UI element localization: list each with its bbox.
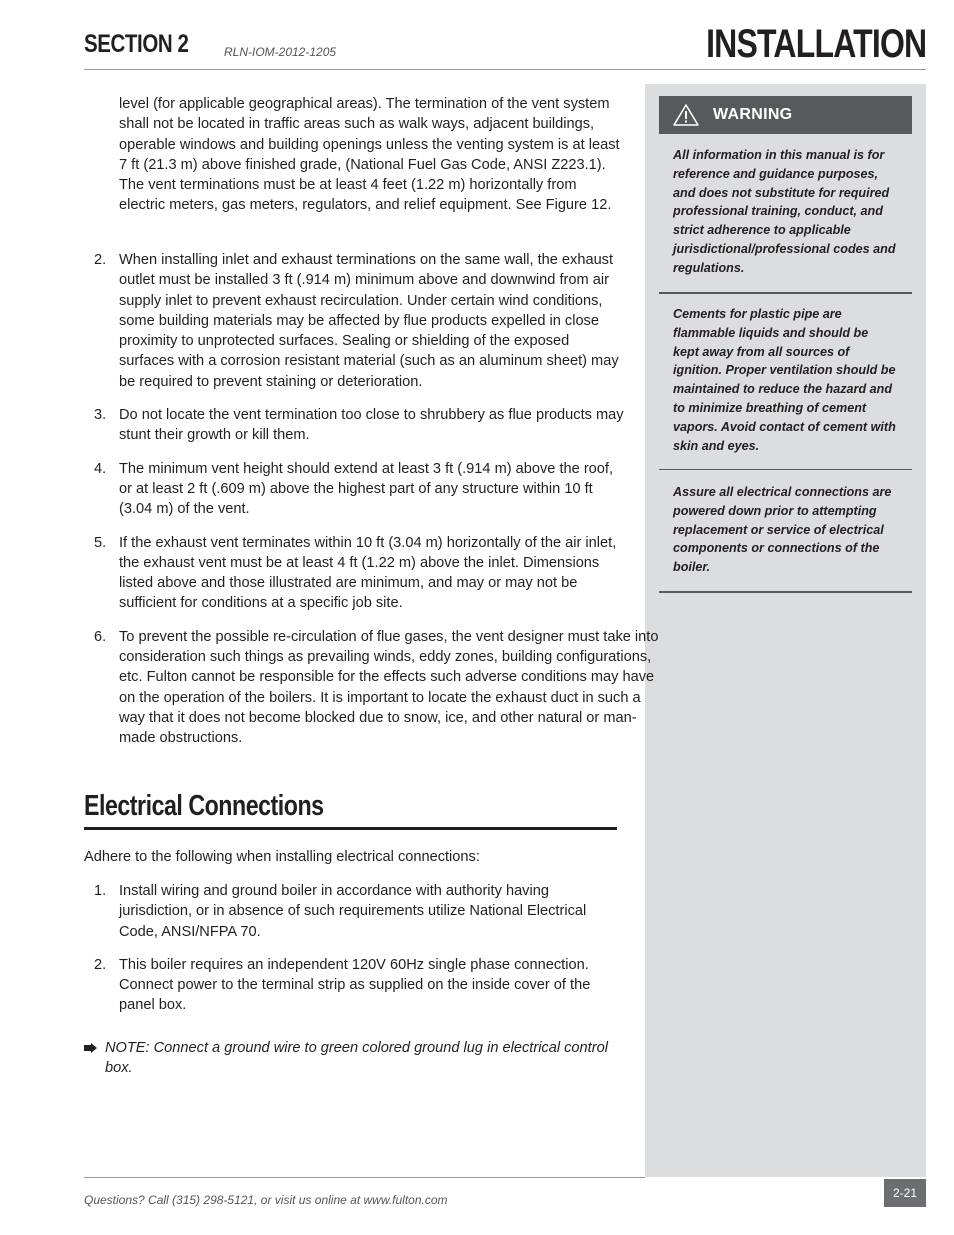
footer-contact: Questions? Call (315) 298-5121, or visit us online at www.fulton.com (84, 1193, 448, 1207)
list-item (84, 955, 614, 1016)
list-text: This boiler requires an independent 120V 60Hz single phase connection. Connect power to the terminal strip as supplied on the inside cover of the panel box. (119, 956, 591, 1014)
list-number: 1. (94, 883, 107, 899)
list-number: 2. (94, 956, 107, 973)
warning-text-general: All information in this manual is for reference and guidance purposes, and does not substitute for required professional training, conduct, and strict adherence to applicable jurisdictional/professional codes and regulations. (673, 148, 896, 275)
electrical-intro: Adhere to the following when installing electrical connections: (84, 849, 480, 865)
warning-label: WARNING (713, 106, 793, 123)
section-label: SECTION 2 (84, 30, 189, 58)
vent-termination-list (84, 250, 659, 749)
list-item (84, 250, 624, 392)
list-text: When installing inlet and exhaust terminations on the same wall, the exhaust outlet must be installed 3 ft (.914 m) minimum above and downwind from air supply inlet to prevent exhaust recirculation. Under certain wind conditions, some building materials may be affected by flue products expelled in close proximity to unprotected surfaces. Sealing or shielding of the exposed surfaces with a corrosion resistant material (such as an aluminum sheet) may be required to prevent staining or deterioration. (119, 252, 619, 390)
list-text: To prevent the possible re-circulation of flue gases, the vent designer must take into consideration such things as prevailing winds, eddy zones, building configurations, etc. Fulton cannot be responsible for the effects such adverse conditions may have on the operation of the boilers. It is important to locate the exhaust duct in such a way that it does not become blocked due to snow, ice, and other natural or man-made obstructions. (119, 628, 659, 747)
list-text: Install wiring and ground boiler in accordance with authority having jurisdiction, or in absence of such requirements utilize National Electrical Code, ANSI/NFPA 70. (119, 883, 587, 940)
pointing-hand-icon (84, 1043, 97, 1053)
document-code: RLN-IOM-2012-1205 (224, 45, 337, 59)
page-number: 2-21 (884, 1179, 926, 1207)
list-number: 3. (94, 407, 107, 424)
warning-divider (659, 469, 912, 470)
warning-text-cements: Cements for plastic pipe are flammable liquids and should be kept away from all sources of ignition. Proper ventilation should be maintained to reduce the hazard and to minimize breathing of cement vapors. Avoid contact of cement with skin and eyes. (673, 307, 896, 453)
warning-divider (659, 591, 912, 593)
list-text: If the exhaust vent terminates within 10 ft (3.04 m) horizontally of the air inlet, the exhaust vent must be at least 4 ft (1.22 m) above the inlet. Dimensions listed above and those illustrated are minimum, and may or may not be sufficient for conditions at a specific job site. (119, 534, 617, 612)
page-title: INSTALLATION (705, 22, 926, 66)
section-heading-electrical: Electrical Connections (84, 790, 324, 822)
header-divider (84, 69, 926, 70)
list-text: The minimum vent height should extend at least 3 ft (.914 m) above the roof, or at least 2 ft (.609 m) above the highest part of any structure within 10 ft (3.04 m) of the vent. (119, 460, 614, 518)
list-item (84, 405, 624, 446)
note-text: NOTE: Connect a ground wire to green colored ground lug in electrical control box. (105, 1040, 608, 1077)
footer-divider (84, 1177, 645, 1178)
list-item (84, 881, 614, 942)
electrical-list (84, 881, 614, 1016)
list-number: 6. (94, 628, 107, 645)
section-heading-wrap (84, 30, 211, 59)
heading-underline (84, 827, 617, 830)
list-item (84, 459, 624, 520)
list-item (84, 627, 659, 749)
continued-paragraph: level (for applicable geographical areas). The termination of the vent system shall not be located in traffic areas such as walk ways, adjacent buildings, operable windows and building openings unless the venting system is at least 7 ft (21.3 m) above finished grade, (National Fuel Gas Code, ANSI Z223.1). The vent terminations must be at least 4 feet (1.22 m) horizontally from electric meters, gas meters, regulators, and relief equipment. See Figure 12. (119, 96, 620, 214)
list-number: 2. (94, 252, 107, 268)
list-item (84, 533, 624, 614)
note-callout (84, 1038, 614, 1079)
warning-divider (659, 292, 912, 294)
list-text: Do not locate the vent termination too close to shrubbery as flue products may stunt their growth or kill them. (119, 407, 624, 444)
warning-header (659, 96, 912, 134)
list-number: 5. (94, 534, 107, 551)
warning-text-electrical: Assure all electrical connections are powered down prior to attempting replacement or service of electrical components or connections of the boiler. (673, 485, 892, 575)
warning-triangle-icon (673, 104, 699, 126)
list-number: 4. (94, 460, 107, 477)
